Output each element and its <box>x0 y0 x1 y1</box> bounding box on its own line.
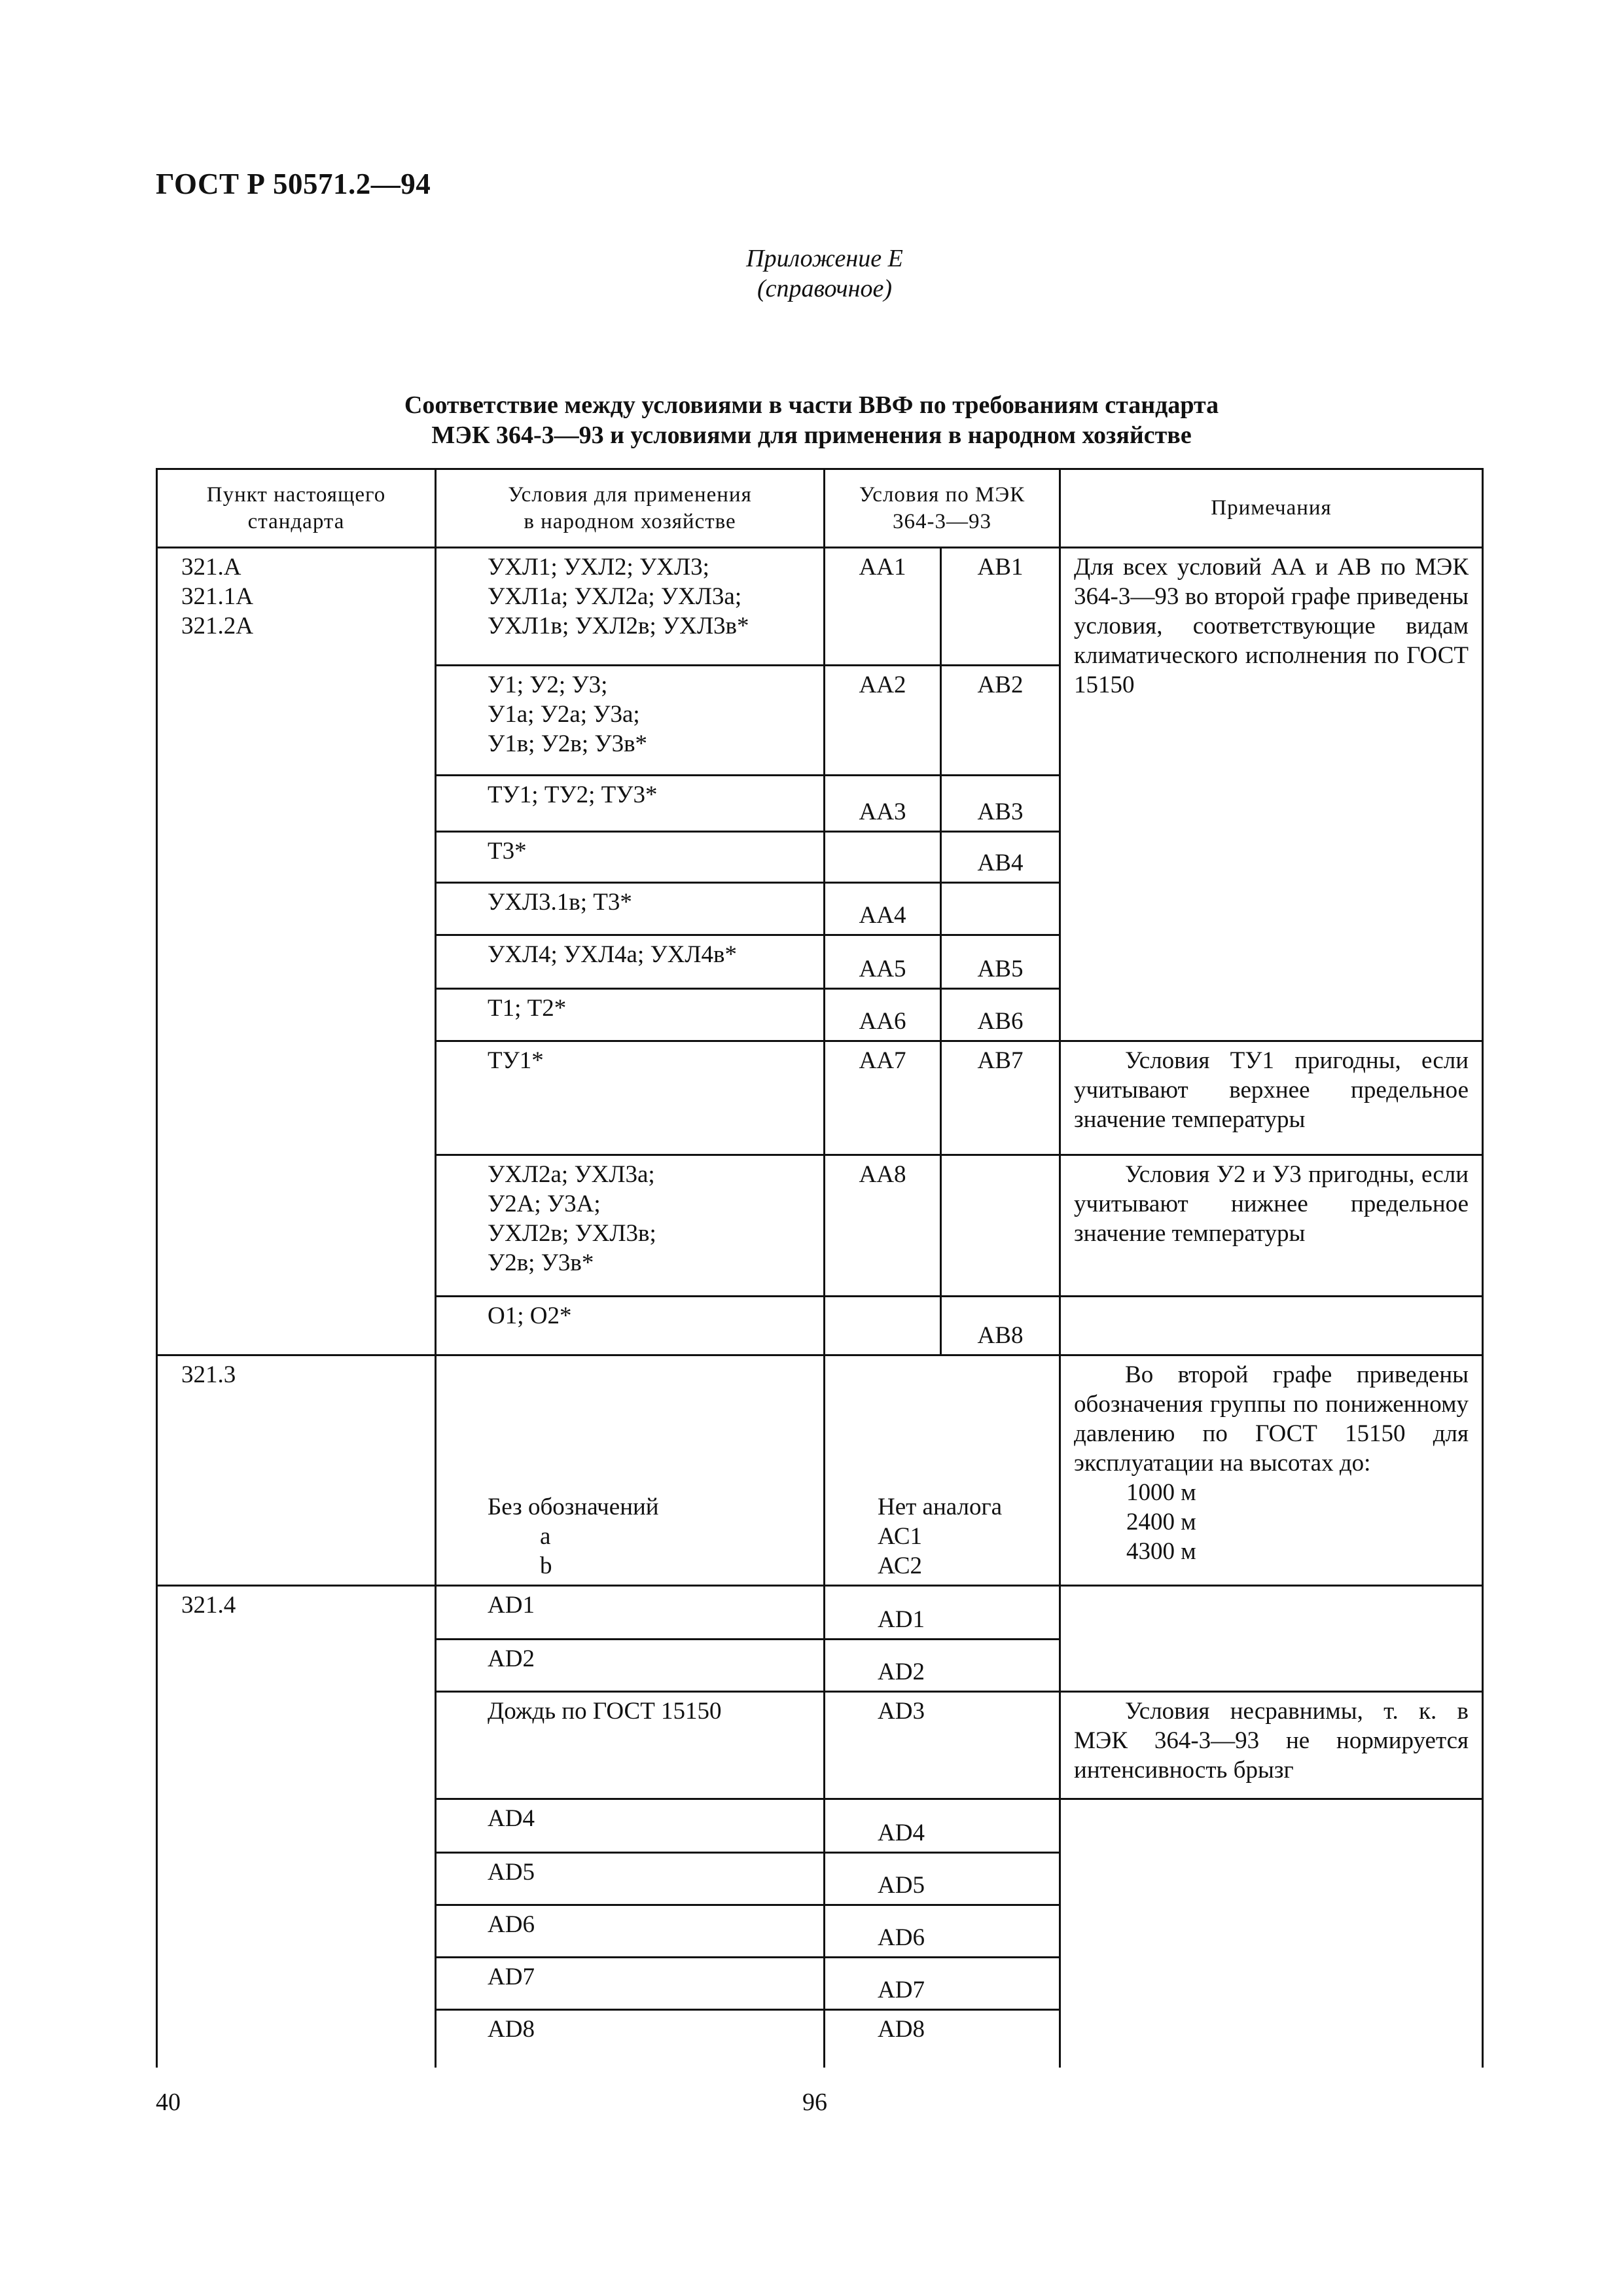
iec-aa-cell: АА2 <box>825 666 941 776</box>
national-cell: AD4 <box>436 1799 825 1853</box>
iec-ac1: АС1 <box>878 1523 923 1550</box>
national-line: У1в; У2в; У3в* <box>488 730 648 757</box>
iec-aa-cell: АА3 <box>825 776 941 832</box>
iec-cell: AD3 <box>825 1692 1060 1799</box>
national-cell: Т3* <box>436 832 825 883</box>
designation-b: b <box>540 1552 552 1579</box>
clause-321-2a: 321.2А <box>181 613 253 639</box>
designation-a: а <box>540 1523 551 1550</box>
national-cell: ТУ1* <box>436 1041 825 1155</box>
appendix-type: (справочное) <box>757 275 893 302</box>
note-spray-intensity <box>1060 1692 1483 1799</box>
table-row <box>157 1355 1483 1586</box>
iec-ab-cell: АВ1 <box>941 548 1060 666</box>
note-climatic-execution: Для всех условий АА и АВ по МЭК 364-3—93 во второй графе приведены условия, соответствующие видам климатического исполнения по ГОСТ 15150 <box>1060 548 1483 1041</box>
iec-ab-cell: АВ6 <box>941 989 1060 1041</box>
national-line: УХЛ1а; УХЛ2а; УХЛ3а; <box>488 583 742 610</box>
table-title <box>196 390 1427 450</box>
national-cell: AD5 <box>436 1853 825 1905</box>
col-header-national <box>436 469 825 548</box>
national-cell <box>436 1355 825 1586</box>
appendix-heading <box>654 243 995 304</box>
iec-cell: AD7 <box>825 1958 1060 2010</box>
iec-aa-cell: АА1 <box>825 548 941 666</box>
national-cell: AD8 <box>436 2010 825 2068</box>
col-header-clause <box>157 469 436 548</box>
national-cell: Т1; Т2* <box>436 989 825 1041</box>
iec-cell: AD5 <box>825 1853 1060 1905</box>
no-designation: Без обозначений <box>488 1494 659 1520</box>
col-header-iec-l1: Условия по МЭК <box>859 482 1026 507</box>
clause-321-1a: 321.1А <box>181 583 253 610</box>
col-header-iec-l2: 364-3—93 <box>893 509 991 533</box>
national-line: У2А; У3А; <box>488 1191 601 1217</box>
clause-321-3: 321.3 <box>157 1355 436 1586</box>
iec-aa-cell: АА5 <box>825 935 941 989</box>
height-1000: 1000 м <box>1126 1479 1196 1506</box>
height-4300: 4300 м <box>1126 1538 1196 1565</box>
note-text: Условия несравнимы, т. к. в МЭК 364-3—93 не нормируется интенсивность брызг <box>1074 1698 1469 1784</box>
col-header-national-l1: Условия для применения <box>508 482 752 507</box>
national-line: У1; У2; У3; <box>488 672 608 698</box>
iec-ab-cell: АВ2 <box>941 666 1060 776</box>
note-text: Условия ТУ1 пригодны, если учитывают верхнее предельное значение температуры <box>1074 1047 1469 1133</box>
note-low-pressure <box>1060 1355 1483 1586</box>
note-empty <box>1060 1799 1483 2068</box>
national-line: УХЛ1; УХЛ2; УХЛ3; <box>488 554 709 581</box>
national-line: У2в; У3в* <box>488 1249 594 1276</box>
clause-cell-321a <box>157 548 436 1355</box>
national-cell: AD1 <box>436 1586 825 1640</box>
col-header-notes: Примечания <box>1060 469 1483 548</box>
national-cell: УХЛ3.1в; Т3* <box>436 883 825 935</box>
table-title-line-1: Соответствие между условиями в части ВВФ по требованиям стандарта <box>404 391 1219 419</box>
national-line: У1а; У2а; У3а; <box>488 701 640 728</box>
national-line: УХЛ2в; УХЛ3в; <box>488 1220 656 1247</box>
national-cell: О1; О2* <box>436 1297 825 1355</box>
page-number-left: 40 <box>156 2089 181 2116</box>
iec-ab-cell: АВ3 <box>941 776 1060 832</box>
iec-ab-cell <box>941 883 1060 935</box>
national-cell: AD2 <box>436 1640 825 1692</box>
iec-aa-cell: АА8 <box>825 1155 941 1297</box>
iec-aa-cell <box>825 832 941 883</box>
iec-ab-cell: АВ7 <box>941 1041 1060 1155</box>
iec-cell <box>825 1355 1060 1586</box>
national-cell: AD7 <box>436 1958 825 2010</box>
table-header-row <box>157 469 1483 548</box>
iec-cell: AD8 <box>825 2010 1060 2068</box>
national-cell <box>436 1155 825 1297</box>
table-title-line-2: МЭК 364-3—93 и условиями для применения в народном хозяйстве <box>431 422 1192 449</box>
national-cell <box>436 548 825 666</box>
appendix-label: Приложение Е <box>746 245 903 272</box>
standard-number: ГОСТ Р 50571.2—94 <box>156 168 431 200</box>
national-cell: ТУ1; ТУ2; ТУ3* <box>436 776 825 832</box>
iec-cell: AD6 <box>825 1905 1060 1958</box>
iec-cell: AD2 <box>825 1640 1060 1692</box>
iec-ab-cell: АВ5 <box>941 935 1060 989</box>
national-cell: УХЛ4; УХЛ4а; УХЛ4в* <box>436 935 825 989</box>
correspondence-table <box>156 468 1484 2068</box>
iec-ab-cell <box>941 1155 1060 1297</box>
table-row <box>157 1586 1483 1640</box>
note-upper-temperature <box>1060 1041 1483 1155</box>
col-header-clause-l1: Пункт настоящего <box>206 482 386 507</box>
iec-cell: AD4 <box>825 1799 1060 1853</box>
iec-aa-cell: АА7 <box>825 1041 941 1155</box>
table-row <box>157 548 1483 666</box>
col-header-national-l2: в народном хозяйстве <box>524 509 736 533</box>
national-line: УХЛ2а; УХЛ3а; <box>488 1161 655 1188</box>
national-cell: Дождь по ГОСТ 15150 <box>436 1692 825 1799</box>
iec-ab-cell: АВ8 <box>941 1297 1060 1355</box>
clause-321a: 321.А <box>181 554 241 581</box>
iec-aa-cell: АА6 <box>825 989 941 1041</box>
col-header-clause-l2: стандарта <box>247 509 345 533</box>
note-lower-temperature <box>1060 1155 1483 1297</box>
note-empty <box>1060 1297 1483 1355</box>
note-empty <box>1060 1586 1483 1692</box>
national-cell <box>436 666 825 776</box>
iec-aa-cell <box>825 1297 941 1355</box>
note-text: Во второй графе приведены обозначения группы по пониженному давлению по ГОСТ 15150 для эксплуатации на высотах до: <box>1074 1361 1469 1477</box>
iec-ac2: АС2 <box>878 1552 923 1579</box>
national-line: УХЛ1в; УХЛ2в; УХЛ3в* <box>488 613 749 639</box>
iec-cell: AD1 <box>825 1586 1060 1640</box>
page-number-center: 96 <box>802 2089 827 2116</box>
national-cell: AD6 <box>436 1905 825 1958</box>
col-header-iec <box>825 469 1060 548</box>
height-2400: 2400 м <box>1126 1509 1196 1535</box>
iec-aa-cell: АА4 <box>825 883 941 935</box>
iec-ab-cell: АВ4 <box>941 832 1060 883</box>
no-analog: Нет аналога <box>878 1494 1003 1520</box>
note-text: Условия У2 и У3 пригодны, если учитывают нижнее предельное значение температуры <box>1074 1161 1469 1247</box>
clause-321-4: 321.4 <box>157 1586 436 2068</box>
